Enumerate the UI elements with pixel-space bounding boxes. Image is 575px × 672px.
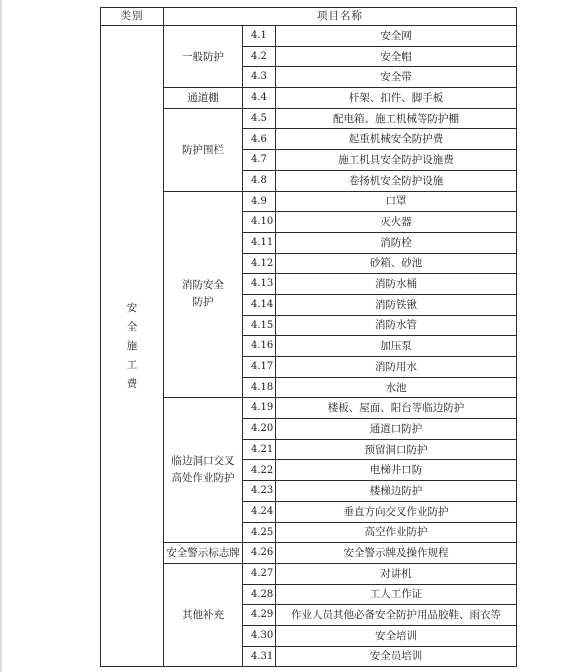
item-name: 垂直方向交叉作业防护 [276,501,517,522]
item-number: 4.29 [243,605,276,626]
item-number: 4.6 [243,129,276,150]
group-cell [164,88,243,109]
item-number: 4.1 [243,26,276,47]
item-number: 4.11 [243,232,276,253]
item-number: 4.17 [243,357,276,378]
table-row [101,26,517,47]
table-row [101,398,517,419]
item-name: 楼板、屋面、阳台等临边防护 [276,398,517,419]
item-name: 电梯井口防 [276,460,517,481]
item-number: 4.8 [243,170,276,191]
table-row [101,88,517,109]
item-name: 作业人员其他必备安全防护用品胶鞋、雨衣等 [276,605,517,626]
item-number: 4.19 [243,398,276,419]
item-name: 灭火器 [276,212,517,233]
item-number: 4.5 [243,108,276,129]
item-name: 施工机具安全防护设施费 [276,150,517,171]
safety-cost-table [100,7,517,667]
table-body [101,26,517,667]
item-number: 4.24 [243,501,276,522]
item-number: 4.15 [243,315,276,336]
group-cell [164,191,243,398]
item-number: 4.26 [243,543,276,564]
item-name: 加压泵 [276,336,517,357]
item-name: 安全带 [276,67,517,88]
item-name: 配电箱、施工机械等防护棚 [276,108,517,129]
item-name: 安全员培训 [276,646,517,667]
group-label: 一般防护 [182,50,224,63]
item-number: 4.10 [243,212,276,233]
group-label: 通道棚 [187,91,219,104]
item-name: 卷扬机安全防护设施 [276,170,517,191]
category-cell [101,26,164,667]
item-number: 4.27 [243,563,276,584]
item-name: 安全培训 [276,625,517,646]
table-header-row [101,8,517,26]
table-row [101,563,517,584]
table-row [101,543,517,564]
group-label: 其他补充 [182,609,224,622]
item-number: 4.25 [243,522,276,543]
item-number: 4.12 [243,253,276,274]
item-number: 4.13 [243,274,276,295]
item-name: 消防用水 [276,357,517,378]
item-name: 高空作业防护 [276,522,517,543]
item-number: 4.18 [243,377,276,398]
item-number: 4.30 [243,625,276,646]
item-name: 杆架、扣件、脚手板 [276,88,517,109]
item-name: 工人工作证 [276,584,517,605]
item-name: 安全帽 [276,46,517,67]
item-name: 预留洞口防护 [276,439,517,460]
item-name: 对讲机 [276,563,517,584]
group-label: 临边洞口交叉高处作业防护 [171,455,235,485]
group-cell [164,108,243,191]
item-number: 4.31 [243,646,276,667]
item-number: 4.9 [243,191,276,212]
item-number: 4.28 [243,584,276,605]
item-number: 4.4 [243,88,276,109]
item-name: 楼梯边防护 [276,481,517,502]
group-cell [164,563,243,666]
group-cell [164,398,243,543]
item-name: 消防水桶 [276,274,517,295]
item-number: 4.20 [243,419,276,440]
category-label: 安全施工费 [126,301,138,390]
item-name: 水池 [276,377,517,398]
item-number: 4.3 [243,67,276,88]
page-edge-shadow [0,0,3,672]
item-name: 通道口防护 [276,419,517,440]
item-name: 砂箱、砂池 [276,253,517,274]
item-number: 4.23 [243,481,276,502]
group-cell [164,543,243,564]
item-name: 安全警示牌及操作规程 [276,543,517,564]
item-name: 安全网 [276,26,517,47]
item-number: 4.14 [243,294,276,315]
group-cell [164,26,243,88]
item-number: 4.7 [243,150,276,171]
item-number: 4.21 [243,439,276,460]
group-label: 消防安全防护 [182,279,224,309]
item-name: 消防栓 [276,232,517,253]
item-name: 消防铁锹 [276,294,517,315]
item-number: 4.2 [243,46,276,67]
item-name: 起重机械安全防护费 [276,129,517,150]
item-name: 口罩 [276,191,517,212]
group-label: 安全警示标志牌 [166,547,240,559]
item-number: 4.22 [243,460,276,481]
header-item-name: 项目名称 [164,8,517,26]
item-name: 消防水管 [276,315,517,336]
item-number: 4.16 [243,336,276,357]
group-label: 防护围栏 [182,143,224,156]
table-row [101,108,517,129]
header-category: 类别 [101,8,164,26]
table-row [101,191,517,212]
